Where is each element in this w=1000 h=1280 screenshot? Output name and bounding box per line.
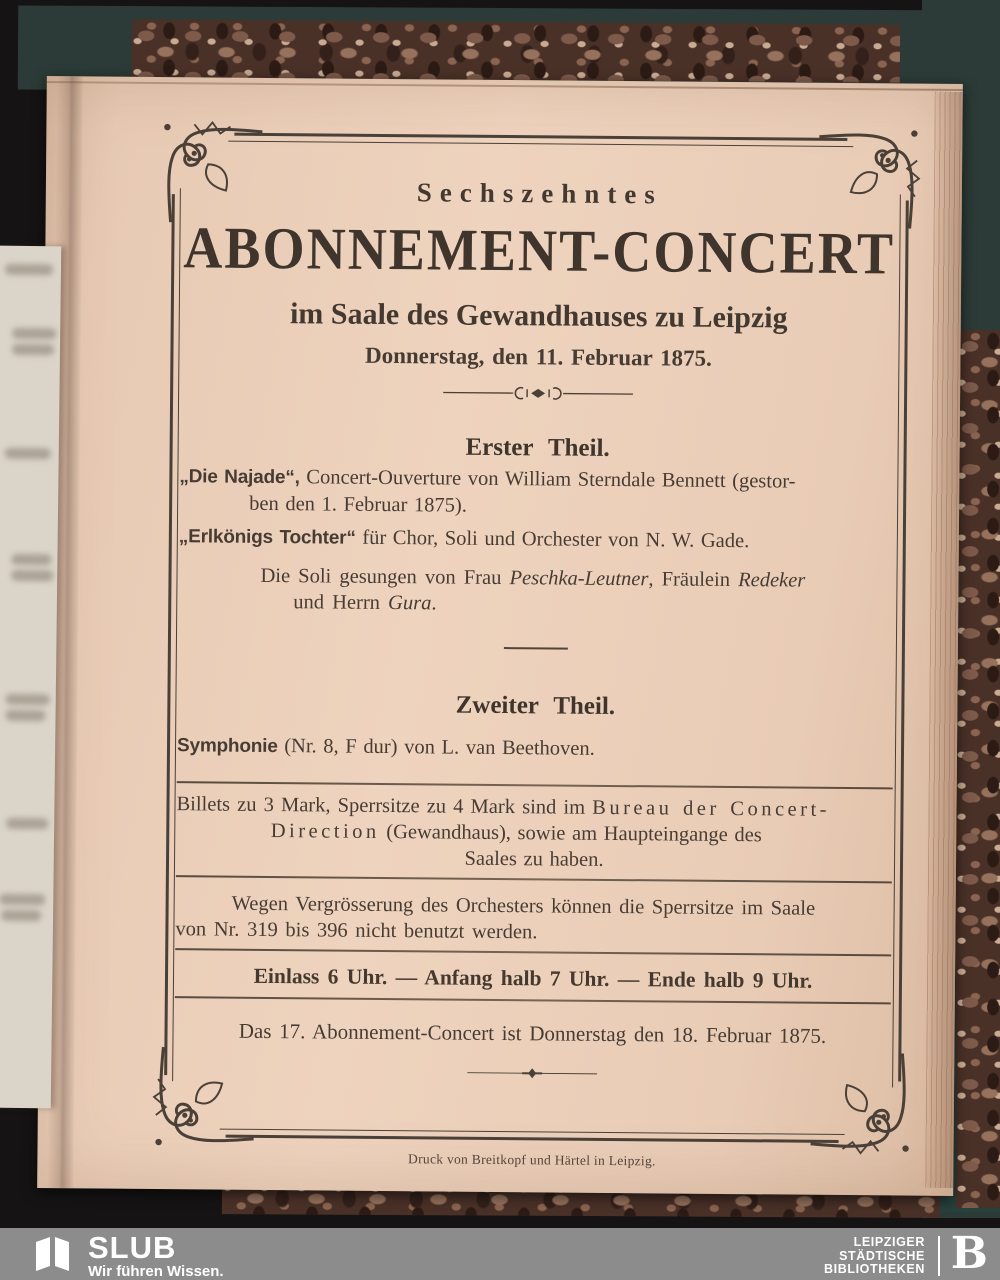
ghost-text-smudge — [12, 344, 54, 356]
ghost-text-smudge — [12, 328, 56, 340]
ghost-text-smudge — [0, 894, 45, 906]
ghost-text-smudge — [5, 264, 53, 276]
frame-line — [226, 1135, 839, 1143]
library-name-line: STÄDTISCHE — [839, 1248, 925, 1263]
symphony-text: (Nr. 8, F dur) von L. van Beethoven. — [277, 735, 595, 760]
tickets-spaced: Bureau der Concert- — [592, 796, 831, 821]
tickets-text2: (Gewandhaus), sowie am Haupteingange des — [379, 820, 762, 847]
marbled-cover-right — [956, 330, 1000, 1208]
soloists-mid: , Fräulein — [648, 568, 739, 592]
symphony-line — [177, 732, 893, 765]
section-divider-rule — [504, 647, 568, 650]
page-title-text: ABONNEMENT-CONCERT — [183, 215, 896, 287]
divider-ornament-wrap — [180, 381, 896, 410]
flyleaf-page — [0, 246, 61, 1109]
library-name — [824, 1236, 925, 1277]
orchestra-note-line2: von Nr. 319 bis 396 nicht benutzt werden. — [175, 918, 538, 944]
library-footer-bar — [0, 1228, 1000, 1280]
tickets-line3: Saales zu haben. — [464, 847, 604, 871]
ghost-text-smudge — [11, 570, 53, 582]
work1-title: „Die Najade“, — [179, 466, 300, 489]
horizontal-rule — [177, 781, 893, 789]
times-line: Einlass 6 Uhr. — Anfang halb 7 Uhr. — Ende halb 9 Uhr. — [253, 963, 813, 993]
programme-page — [37, 76, 963, 1196]
horizontal-rule — [176, 875, 892, 883]
part2-heading: Zweiter Theil. — [455, 691, 616, 721]
work1-text: Concert-Ouverture von William Sterndale Bennett (gestor- — [299, 466, 796, 493]
slub-tagline: Wir führen Wissen. — [88, 1263, 224, 1280]
page-title — [181, 215, 897, 287]
ghost-text-smudge — [5, 448, 51, 460]
tickets-text: Billets zu 3 Mark, Sperrsitze zu 4 Mark sind im — [176, 793, 593, 819]
soloists-period: . — [431, 592, 437, 615]
library-name-line: BIBLIOTHEKEN — [824, 1262, 925, 1276]
horizontal-rule — [175, 948, 891, 956]
slub-logo-text: SLUB — [88, 1230, 177, 1265]
orchestra-note-line1: Wegen Vergrösserung des Orchesters können die Sperrsitze im Saale — [231, 892, 816, 920]
tickets-spaced2: Direction — [270, 820, 380, 843]
ghost-text-smudge — [6, 694, 50, 706]
footer-divider — [938, 1236, 940, 1276]
work1-line2: ben den 1. Februar 1875). — [249, 492, 468, 517]
part1-heading: Erster Theil. — [465, 433, 610, 462]
library-logo-letter: B — [950, 1228, 988, 1279]
soloists-prefix2: und Herrn — [293, 591, 389, 615]
soloist-name: Redeker — [738, 569, 806, 592]
next-concert-line: Das 17. Abonnement-Concert ist Donnerstag den 18. Februar 1875. — [238, 1018, 827, 1048]
frame-line — [234, 133, 847, 141]
slub-book-icon — [33, 1235, 75, 1273]
work2-line — [179, 523, 895, 556]
frame-line — [220, 1129, 845, 1135]
venue-line: im Saale des Gewandhauses zu Leipzig — [289, 297, 788, 335]
programme-content — [174, 162, 898, 1087]
frame-line — [228, 141, 853, 147]
work2-title: „Erlkönigs Tochter“ — [178, 526, 356, 549]
page-stack-edge-top — [47, 81, 963, 91]
soloist-name: Peschka-Leutner — [509, 567, 649, 591]
date-line: Donnerstag, den 11. Februar 1875. — [364, 342, 712, 371]
library-name-line: LEIPZIGER — [853, 1235, 925, 1249]
end-ornament-icon — [467, 1067, 597, 1080]
divider-ornament-icon — [443, 383, 633, 403]
ghost-text-smudge — [11, 554, 51, 565]
ghost-text-smudge — [1, 910, 41, 921]
ghost-text-smudge — [5, 710, 45, 721]
marbled-cover-top — [132, 19, 900, 82]
horizontal-rule — [175, 996, 891, 1004]
symphony-title: Symphonie — [176, 735, 278, 758]
soloist-name: Gura — [388, 592, 432, 615]
frame-line — [898, 201, 909, 1082]
ghost-text-smudge — [6, 818, 48, 830]
series-number: Sechszehntes — [416, 177, 663, 210]
soloists-prefix: Die Soli gesungen von Frau — [260, 564, 510, 590]
work2-text: für Chor, Soli und Orchester von N. W. Gade. — [355, 526, 750, 553]
printer-imprint: Druck von Breitkopf und Härtel in Leipzig. — [408, 1151, 656, 1169]
